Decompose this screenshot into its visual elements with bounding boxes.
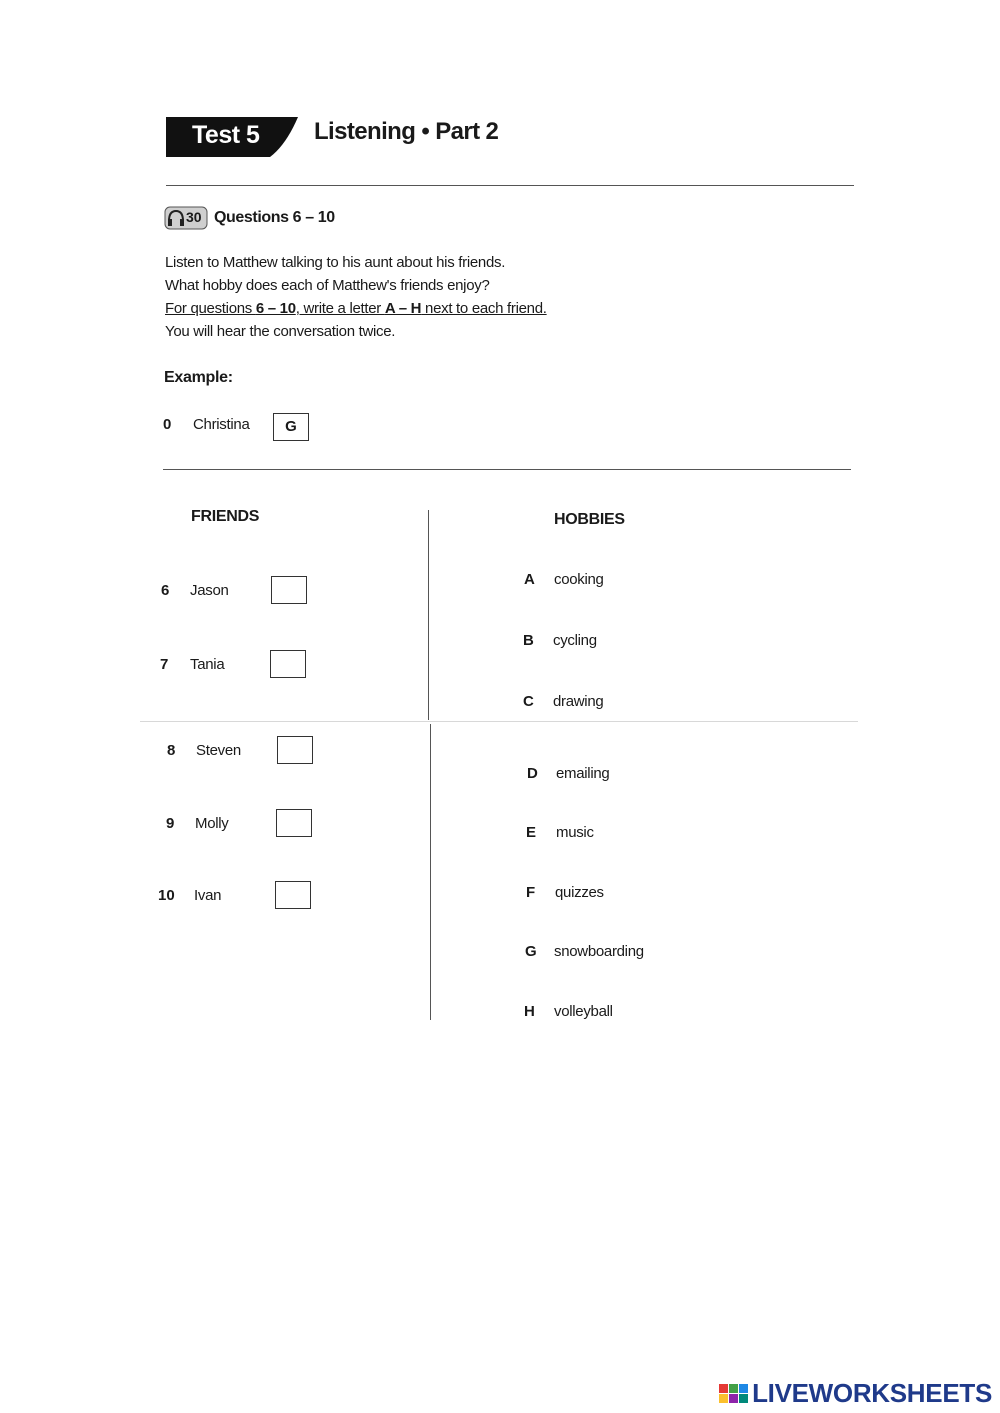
friend-answer-box[interactable]	[270, 650, 306, 678]
hobby-letter: B	[523, 632, 534, 649]
instruction-line-4: You will hear the conversation twice.	[165, 323, 396, 340]
hobby-letter: C	[523, 693, 534, 710]
hobbies-heading: HOBBIES	[554, 511, 625, 528]
friend-name: Steven	[196, 742, 241, 759]
hobby-name: drawing	[553, 693, 604, 710]
hobby-name: cycling	[553, 632, 597, 649]
hobby-name: emailing	[556, 765, 610, 782]
hobby-letter: D	[527, 765, 538, 782]
badge-label: Test 5	[192, 121, 260, 149]
friend-answer-box[interactable]	[277, 736, 313, 764]
instruction-line-3	[165, 299, 547, 319]
instruction-line-2: What hobby does each of Matthew's friends enjoy?	[165, 277, 490, 294]
liveworksheets-logo	[719, 1378, 992, 1408]
hobby-name: volleyball	[554, 1003, 613, 1020]
column-divider-upper	[428, 510, 429, 720]
page-fold-line	[140, 721, 858, 722]
friend-answer-box[interactable]	[275, 881, 311, 909]
example-name: Christina	[193, 416, 250, 433]
friend-name: Tania	[190, 656, 225, 673]
friend-number: 9	[166, 815, 175, 832]
questions-heading: Questions 6 – 10	[214, 209, 335, 226]
friend-number: 6	[161, 582, 170, 599]
hobby-name: snowboarding	[554, 943, 644, 960]
example-answer-box: G	[273, 413, 309, 441]
hobby-letter: F	[526, 884, 536, 901]
example-label: Example:	[164, 369, 233, 386]
instruction-line-1: Listen to Matthew talking to his aunt about his friends.	[165, 254, 506, 271]
divider-middle	[163, 469, 851, 470]
test-badge	[166, 117, 298, 157]
logo-text: LIVEWORKSHEETS	[752, 1377, 992, 1408]
instruction-3-post: next to each friend.	[421, 300, 547, 317]
friend-number: 10	[158, 887, 175, 904]
instruction-3-questions: 6 – 10	[255, 300, 296, 317]
hobby-letter: H	[524, 1003, 535, 1020]
hobby-name: quizzes	[555, 884, 604, 901]
divider-top	[166, 185, 854, 186]
hobby-name: music	[556, 824, 594, 841]
example-number: 0	[163, 416, 172, 433]
friend-answer-box[interactable]	[271, 576, 307, 604]
cd-track-icon	[164, 206, 208, 230]
friend-number: 8	[167, 742, 176, 759]
cd-track-number: 30	[186, 209, 202, 225]
instruction-3-letters: A – H	[384, 300, 422, 317]
hobby-name: cooking	[554, 571, 604, 588]
friend-name: Molly	[195, 815, 229, 832]
friend-name: Jason	[190, 582, 229, 599]
hobby-letter: A	[524, 571, 535, 588]
hobby-letter: E	[526, 824, 537, 841]
friend-name: Ivan	[194, 887, 222, 904]
column-divider-lower	[430, 724, 431, 1020]
page-title: Listening • Part 2	[314, 118, 499, 145]
instruction-3-mid: , write a letter	[295, 300, 385, 317]
friends-heading: FRIENDS	[191, 508, 260, 525]
instruction-3-pre: For questions	[165, 300, 256, 317]
hobby-letter: G	[525, 943, 537, 960]
friend-answer-box[interactable]	[276, 809, 312, 837]
friend-number: 7	[160, 656, 169, 673]
logo-blocks-icon	[719, 1384, 748, 1403]
